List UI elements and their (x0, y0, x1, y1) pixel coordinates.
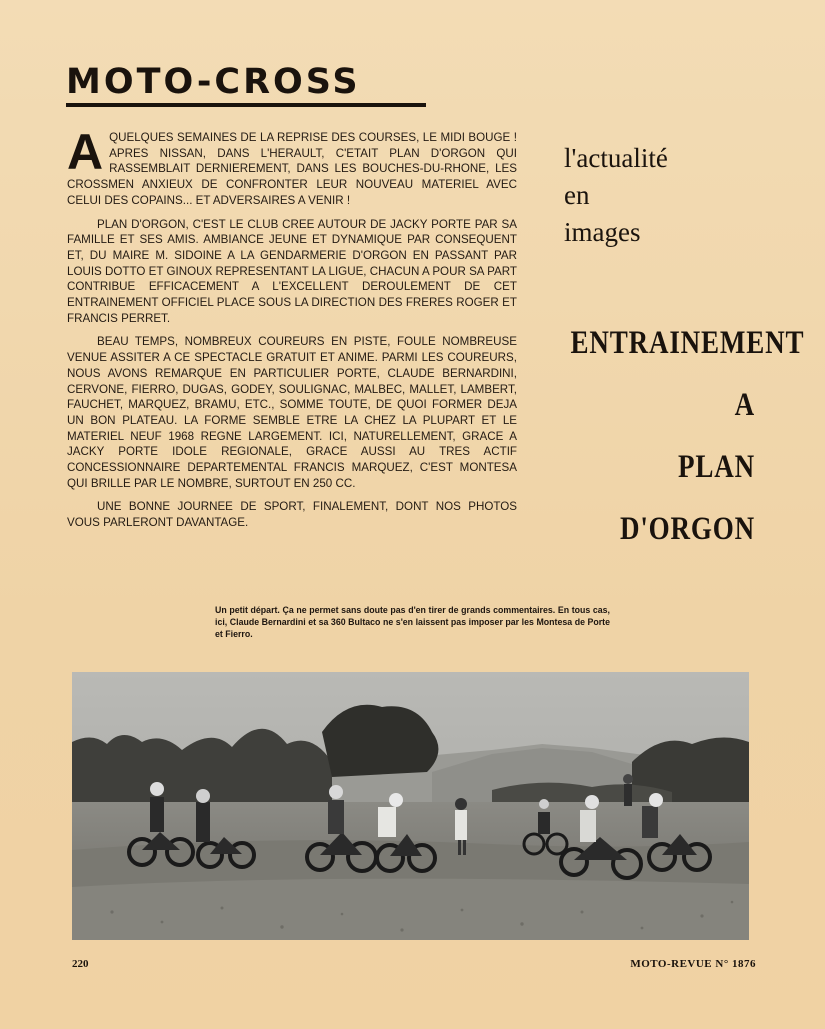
publication-footer: MOTO-REVUE N° 1876 (630, 958, 756, 970)
photo-caption: Un petit départ. Ça ne permet sans doute pas d'en tirer de grands commentaires. En tous cas, ici, Claude Bernardini et sa 360 Bultaco ne s'en laissent pas imposer par les Montesa de Porte et Fierro. (215, 605, 610, 639)
motocross-photo (72, 672, 749, 940)
article-paragraph-2: PLAN D'ORGON, C'EST LE CLUB CREE AUTOUR DE JACKY PORTE PAR SA FAMILLE ET SES AMIS. AMBIANCE JEUNE ET DYNAMIQUE PAR CONSEQUENT ET, DU MAIRE M. SIDOINE A LA GENDARMERIE D'ORGON EN PASSANT PAR LOUIS DOTTO ET GINOUX REPRESENTANT LA LIGUE, CHACUN A POUR SA PART CONTRIBUE EFFICACEMENT A L'EXCELLENT DEROULEMENT DE CET ENTRAINEMENT OFFICIEL PLACE SOUS LA DIRECTION DES FRERES ROGER ET FRANCIS PERRET. (67, 217, 517, 325)
kicker-line-1: l'actualité (564, 143, 668, 173)
section-title: MOTO-CROSS (66, 62, 361, 102)
page-number: 220 (72, 958, 89, 970)
kicker (564, 140, 754, 251)
article-paragraph-1: AQUELQUES SEMAINES DE LA REPRISE DES COURSES, LE MIDI BOUGE ! APRES NISSAN, DANS L'HERAULT, C'ETAIT PLAN D'ORGON QUI RASSEMBLAIT DERNIEREMENT, DANS LES BOUCHES-DU-RHONE, LES CROSSMEN ANXIEUX DE CONFRONTER LEUR NOUVEAU MATERIEL AVEC CELUI DES COPAINS... ET ADVERSAIRES A VENIR ! (67, 124, 517, 207)
article-body (67, 124, 517, 539)
headline-line-3: PLAN D'ORGON (619, 449, 755, 547)
motocross-photo-illustration (72, 672, 749, 940)
article-paragraph-4: UNE BONNE JOURNEE DE SPORT, FINALEMENT, DONT NOS PHOTOS VOUS PARLERONT DAVANTAGE. (67, 500, 517, 530)
article-paragraph-3: BEAU TEMPS, NOMBREUX COUREURS EN PISTE, FOULE NOMBREUSE VENUE ASSITER A CE SPECTACLE GRATUIT ET ANIME. PARMI LES COUREURS, NOUS AVONS REMARQUE EN PARTICULIER PORTE, CLAUDE BERNARDINI, CERVONE, FIERRO, DUGAS, GODEY, SOULIGNAC, MALBEC, MALLET, LAMBERT, FAUCHET, MARQUEZ, BRAMU, ETC., SOMME TOUTE, DE QUOI FORMER DEJA UN BON PLATEAU. LA FORME SEMBLE ETRE LA CHEZ LA PLUPART ET LE MATERIEL NEUF 1968 REGNE LARGEMENT. ICI, NATURELLEMENT, GRACE A JACKY PORTE IDOLE REGIONALE, GRACE AUSSI AU TRES ACTIF CONCESSIONNAIRE DEPARTEMENTAL FRANCIS MARQUEZ, C'EST MONTESA QUI BRILLE PAR LE NOMBRE, SURTOUT EN 250 CC. (67, 335, 517, 490)
kicker-line-3: images (564, 217, 641, 247)
kicker-line-2: en (564, 180, 590, 210)
headline (570, 312, 805, 560)
headline-line-1: ENTRAINEMENT (570, 325, 805, 361)
headline-line-2: A (734, 387, 755, 423)
drop-cap: A (67, 124, 104, 180)
section-title-rule (66, 103, 426, 107)
